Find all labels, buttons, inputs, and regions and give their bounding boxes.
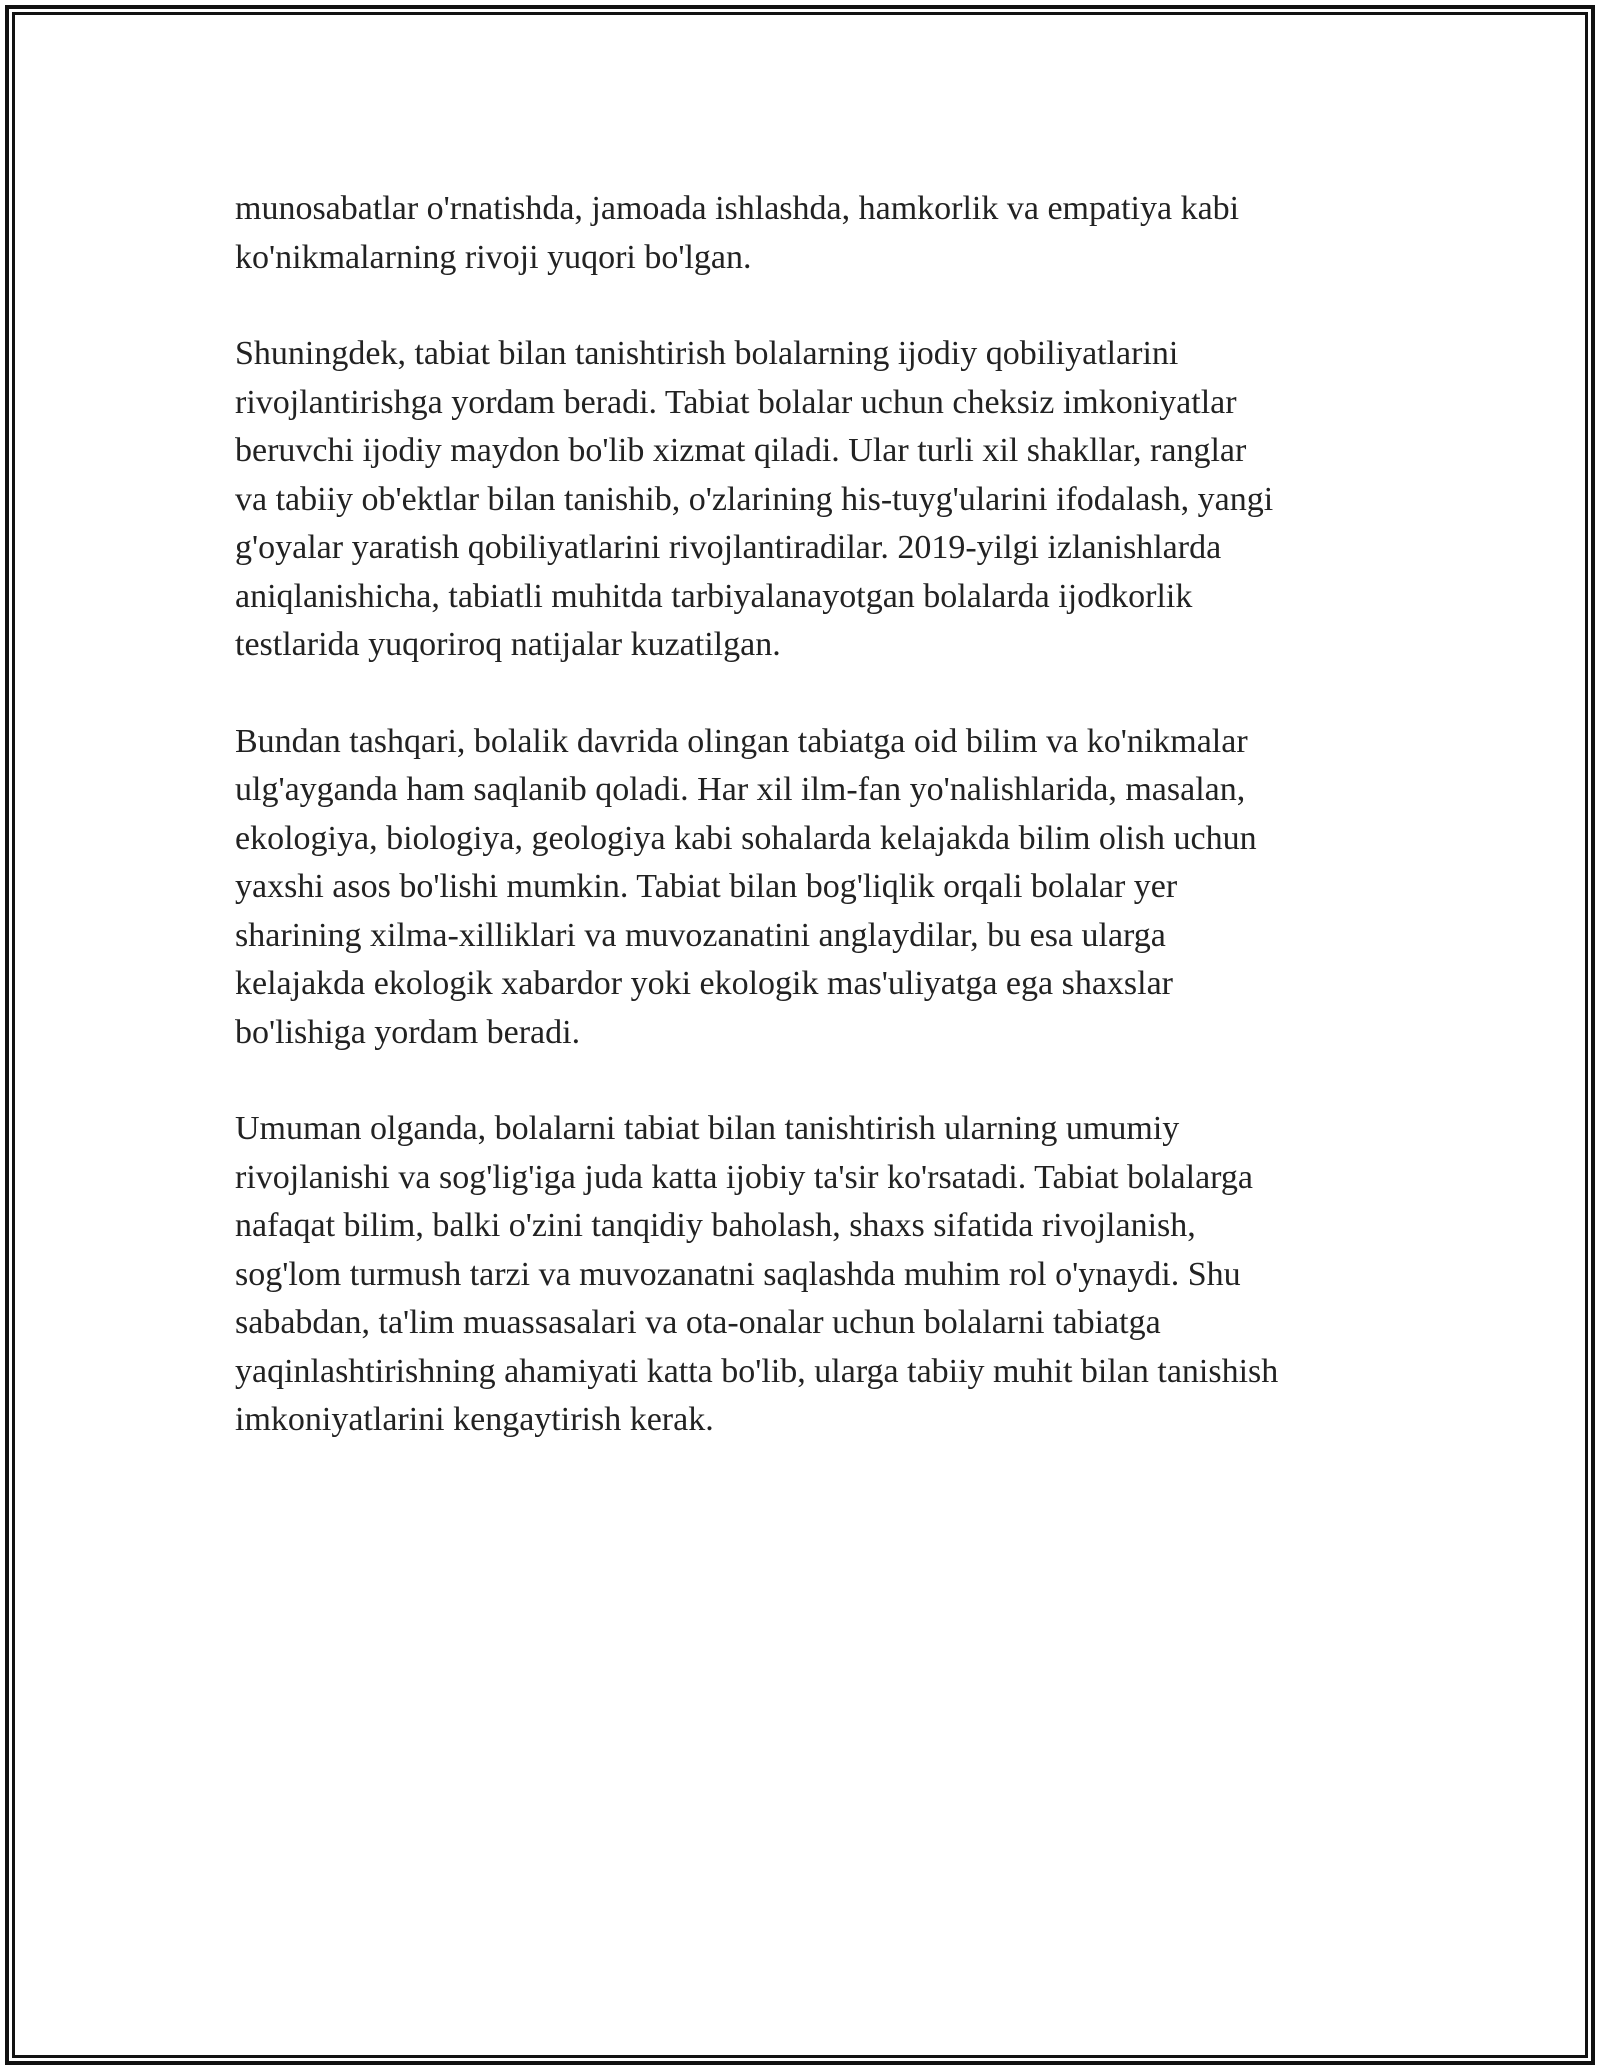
- paragraph: Bundan tashqari, bolalik davrida olingan tabiatga oid bilim va ko'nikmalar ulg'ayganda ham saqlanib qoladi. Har xil ilm-fan yo'nalishlarida, masalan, ekologiya, biologiya, geologiya kabi sohalarda kelajakda bilim olish uchun yaxshi asos bo'lishi mumkin. Tabiat bilan bog'liqlik orqali bolalar yer sharining xilma-xilliklari va muvozanatini anglaydilar, bu esa ularga kelajakda ekologik xabardor yoki ekologik mas'uliyatga ega shaxslar bo'lishiga yordam beradi.: [235, 722, 1257, 1051]
- paragraph: Shuningdek, tabiat bilan tanishtirish bolalarning ijodiy qobiliyatlarini rivojlantirishga yordam beradi. Tabiat bolalar uchun cheksiz imkoniyatlar beruvchi ijodiy maydon bo'lib xizmat qiladi. Ular turli xil shakllar, ranglar va tabiiy ob'ektlar bilan tanishib, o'zlarining his-tuyg'ularini ifodalash, yangi g'oyalar yaratish qobiliyatlarini rivojlantiradilar. 2019-yilgi izlanishlarda aniqlanishicha, tabiatli muhitda tarbiyalanayotgan bolalarda ijodkorlik testlarida yuqoriroq natijalar kuzatilgan.: [235, 335, 1274, 663]
- paragraph: munosabatlar o'rnatishda, jamoada ishlashda, hamkorlik va empatiya kabi ko'nikmalarning rivoji yuqori bo'lgan.: [235, 190, 1240, 276]
- paragraph: Umuman olganda, bolalarni tabiat bilan tanishtirish ularning umumiy rivojlanishi va sog'lig'iga juda katta ijobiy ta'sir ko'rsatadi. Tabiat bolalarga nafaqat bilim, balki o'zini tanqidiy baholash, shaxs sifatida rivojlanish, sog'lom turmush tarzi va muvozanatni saqlashda muhim rol o'ynaydi. Shu sababdan, ta'lim muassasalari va ota-onalar uchun bolalarni tabiatga yaqinlashtirishning ahamiyati katta bo'lib, ularga tabiiy muhit bilan tanishish imkoniyatlarini kengaytirish kerak.: [235, 1110, 1279, 1438]
- page-content: [235, 185, 1365, 1493]
